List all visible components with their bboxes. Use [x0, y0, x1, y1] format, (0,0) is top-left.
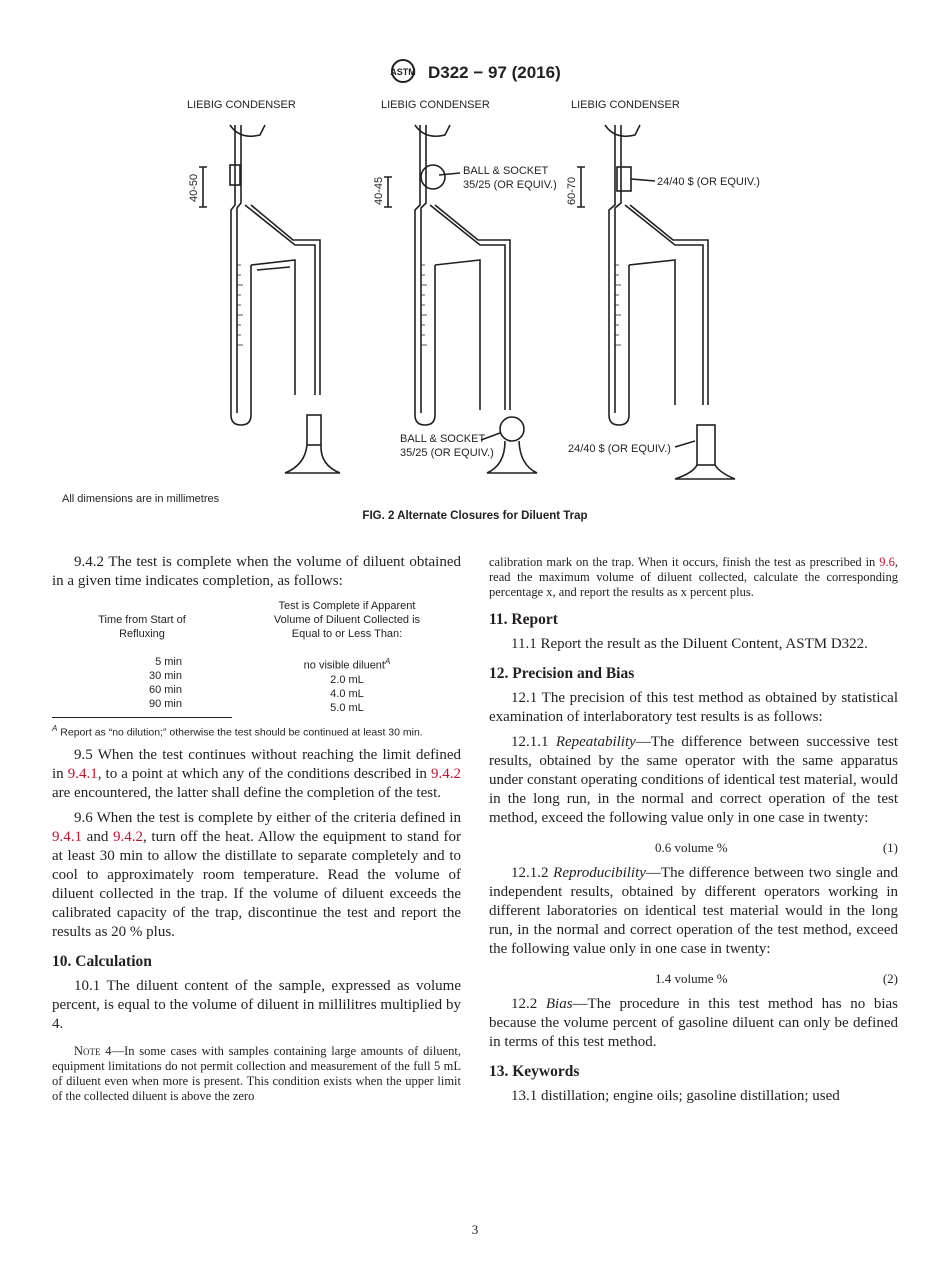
- figure-diluent-trap: [175, 95, 775, 495]
- heading-precision-bias: 12. Precision and Bias: [489, 665, 635, 682]
- condenser-label-2: LIEBIG CONDENSER: [381, 99, 490, 111]
- ball-socket-top-label: BALL & SOCKET: [463, 165, 549, 177]
- note-4: Note 4—In some cases with samples containing large amounts of diluent, equipment limitations do not permit collection and measurement of the full 5 mL of diluent even when more is present. This condition exists when the upper limit of the collected diluent is above the zero: [52, 1043, 461, 1103]
- para-9-6: 9.6 When the test is complete by either of the criteria defined in 9.4.1 and 9.4.2, turn off the heat. Allow the equipment to stand for at least 30 min to allow the distillate to separate completely and to cool to approximately room temperature. Read the volume of diluent collected in the trap. If the volume of diluent exceeds the calibrated capacity of the trap, discontinue the test and report the results as 20 % plus.: [52, 809, 461, 940]
- joint-top-label: 24/40 $ (OR EQUIV.): [657, 176, 760, 188]
- table-footnote: $^A$ Report as “no dilution;” otherwise the test should be continued at least 30 min.: [52, 724, 423, 739]
- table-col2-header-line2: Volume of Diluent Collected is: [273, 614, 421, 626]
- table-cell-time: 60 min: [148, 684, 182, 696]
- condenser-label-1: LIEBIG CONDENSER: [187, 99, 296, 111]
- condenser-label-3: LIEBIG CONDENSER: [571, 99, 680, 111]
- page-number: 3: [471, 1222, 479, 1237]
- para-12-1-1: 12.1.1 Repeatability—The difference between successive test results, obtained by the same operator with the same apparatus under constant operating conditions of identical test material, would in the long run, in the normal and correct operation of the test method, exceed the following value only in one case in twenty:: [489, 734, 898, 826]
- dim-label-3: 60-70: [566, 176, 578, 205]
- left-column: [52, 553, 461, 1104]
- heading-keywords: 13. Keywords: [489, 1063, 580, 1080]
- ball-socket-bottom-spec: 35/25 (OR EQUIV.): [400, 447, 494, 459]
- document-header: [0, 58, 950, 89]
- table-col1-header-line1: Time from Start of: [98, 614, 186, 626]
- table-col2-header-line3: Equal to or Less Than:: [291, 628, 403, 640]
- link-9-6[interactable]: 9.6: [879, 555, 895, 569]
- equation-1-number: (1): [882, 840, 898, 855]
- equation-2-number: (2): [882, 971, 898, 986]
- svg-text:ASTM: ASTM: [390, 67, 416, 77]
- table-col1-header-line2: Refluxing: [119, 628, 165, 640]
- para-11-1: 11.1 Report the result as the Diluent Content, ASTM D322.: [511, 636, 868, 652]
- designation: D322 − 97 (2016): [427, 62, 561, 82]
- right-column: [489, 555, 898, 1106]
- completion-table: [52, 595, 461, 713]
- dim-label-2: 40-45: [373, 176, 385, 205]
- ball-socket-top-spec: 35/25 (OR EQUIV.): [463, 179, 557, 191]
- joint-bottom-label: 24/40 $ (OR EQUIV.): [568, 443, 671, 455]
- table-col2-header-line1: Test is Complete if Apparent: [278, 600, 416, 612]
- note-4-continued: calibration mark on the trap. When it occurs, finish the test as prescribed in 9.6, read the maximum volume of diluent collected, calculate the corresponding percentage x, and report the results as x percent plus.: [489, 555, 898, 599]
- table-cell-value: 2.0 mL: [330, 673, 364, 686]
- link-9-4-1[interactable]: 9.4.1: [67, 765, 98, 782]
- equation-2-value: 1.4 volume %: [655, 971, 728, 986]
- table-cell-value: no visible diluent$^A$: [303, 657, 391, 672]
- para-13-1: 13.1 distillation; engine oils; gasoline distillation; used: [511, 1088, 840, 1104]
- table-cell-time: 5 min: [155, 656, 182, 668]
- link-9-4-1[interactable]: 9.4.1: [52, 828, 82, 845]
- para-9-5: 9.5 When the test continues without reaching the limit defined in 9.4.1, to a point at which any of the conditions described in 9.4.2 are encountered, the latter shall define the completion of the test.: [52, 746, 461, 801]
- astm-logo: [389, 58, 417, 89]
- para-12-1: 12.1 The precision of this test method as obtained by statistical examination of interlaboratory test results is as follows:: [489, 690, 898, 725]
- figure-caption: FIG. 2 Alternate Closures for Diluent Trap: [362, 510, 588, 522]
- table-cell-value: 4.0 mL: [330, 687, 364, 700]
- para-9-4-2: 9.4.2 The test is complete when the volume of diluent obtained in a given time indicates completion, as follows:: [52, 554, 461, 589]
- dim-label-1: 40-50: [188, 173, 200, 202]
- table-cell-value: 5.0 mL: [330, 701, 364, 714]
- table-cell-time: 30 min: [148, 670, 182, 682]
- heading-report: 11. Report: [489, 611, 558, 628]
- dimension-note: All dimensions are in millimetres: [62, 493, 220, 505]
- para-12-1-2: 12.1.2 Reproducibility—The difference between two single and independent results, obtained by different operators working in different laboratories on identical test material would in the long run, in the normal and correct operation of the test method, exceed the following value only in one case in twenty:: [489, 865, 898, 957]
- para-12-2: 12.2 Bias—The procedure in this test method has no bias because the volume percent of gasoline diluent can only be defined in terms of this test method.: [489, 996, 898, 1050]
- equation-1-value: 0.6 volume %: [655, 840, 728, 855]
- table-footnote-rule: [52, 717, 232, 718]
- heading-calculation: 10. Calculation: [52, 952, 152, 970]
- equation-1: [489, 838, 898, 858]
- para-10-1: 10.1 The diluent content of the sample, expressed as volume percent, is equal to the volume of diluent in millilitres multiplied by 4.: [52, 977, 461, 1032]
- link-9-4-2[interactable]: 9.4.2: [431, 765, 461, 782]
- table-cell-time: 90 min: [148, 698, 182, 710]
- link-9-4-2[interactable]: 9.4.2: [113, 828, 143, 845]
- ball-socket-bottom-label: BALL & SOCKET: [400, 433, 486, 445]
- equation-2: [489, 969, 898, 989]
